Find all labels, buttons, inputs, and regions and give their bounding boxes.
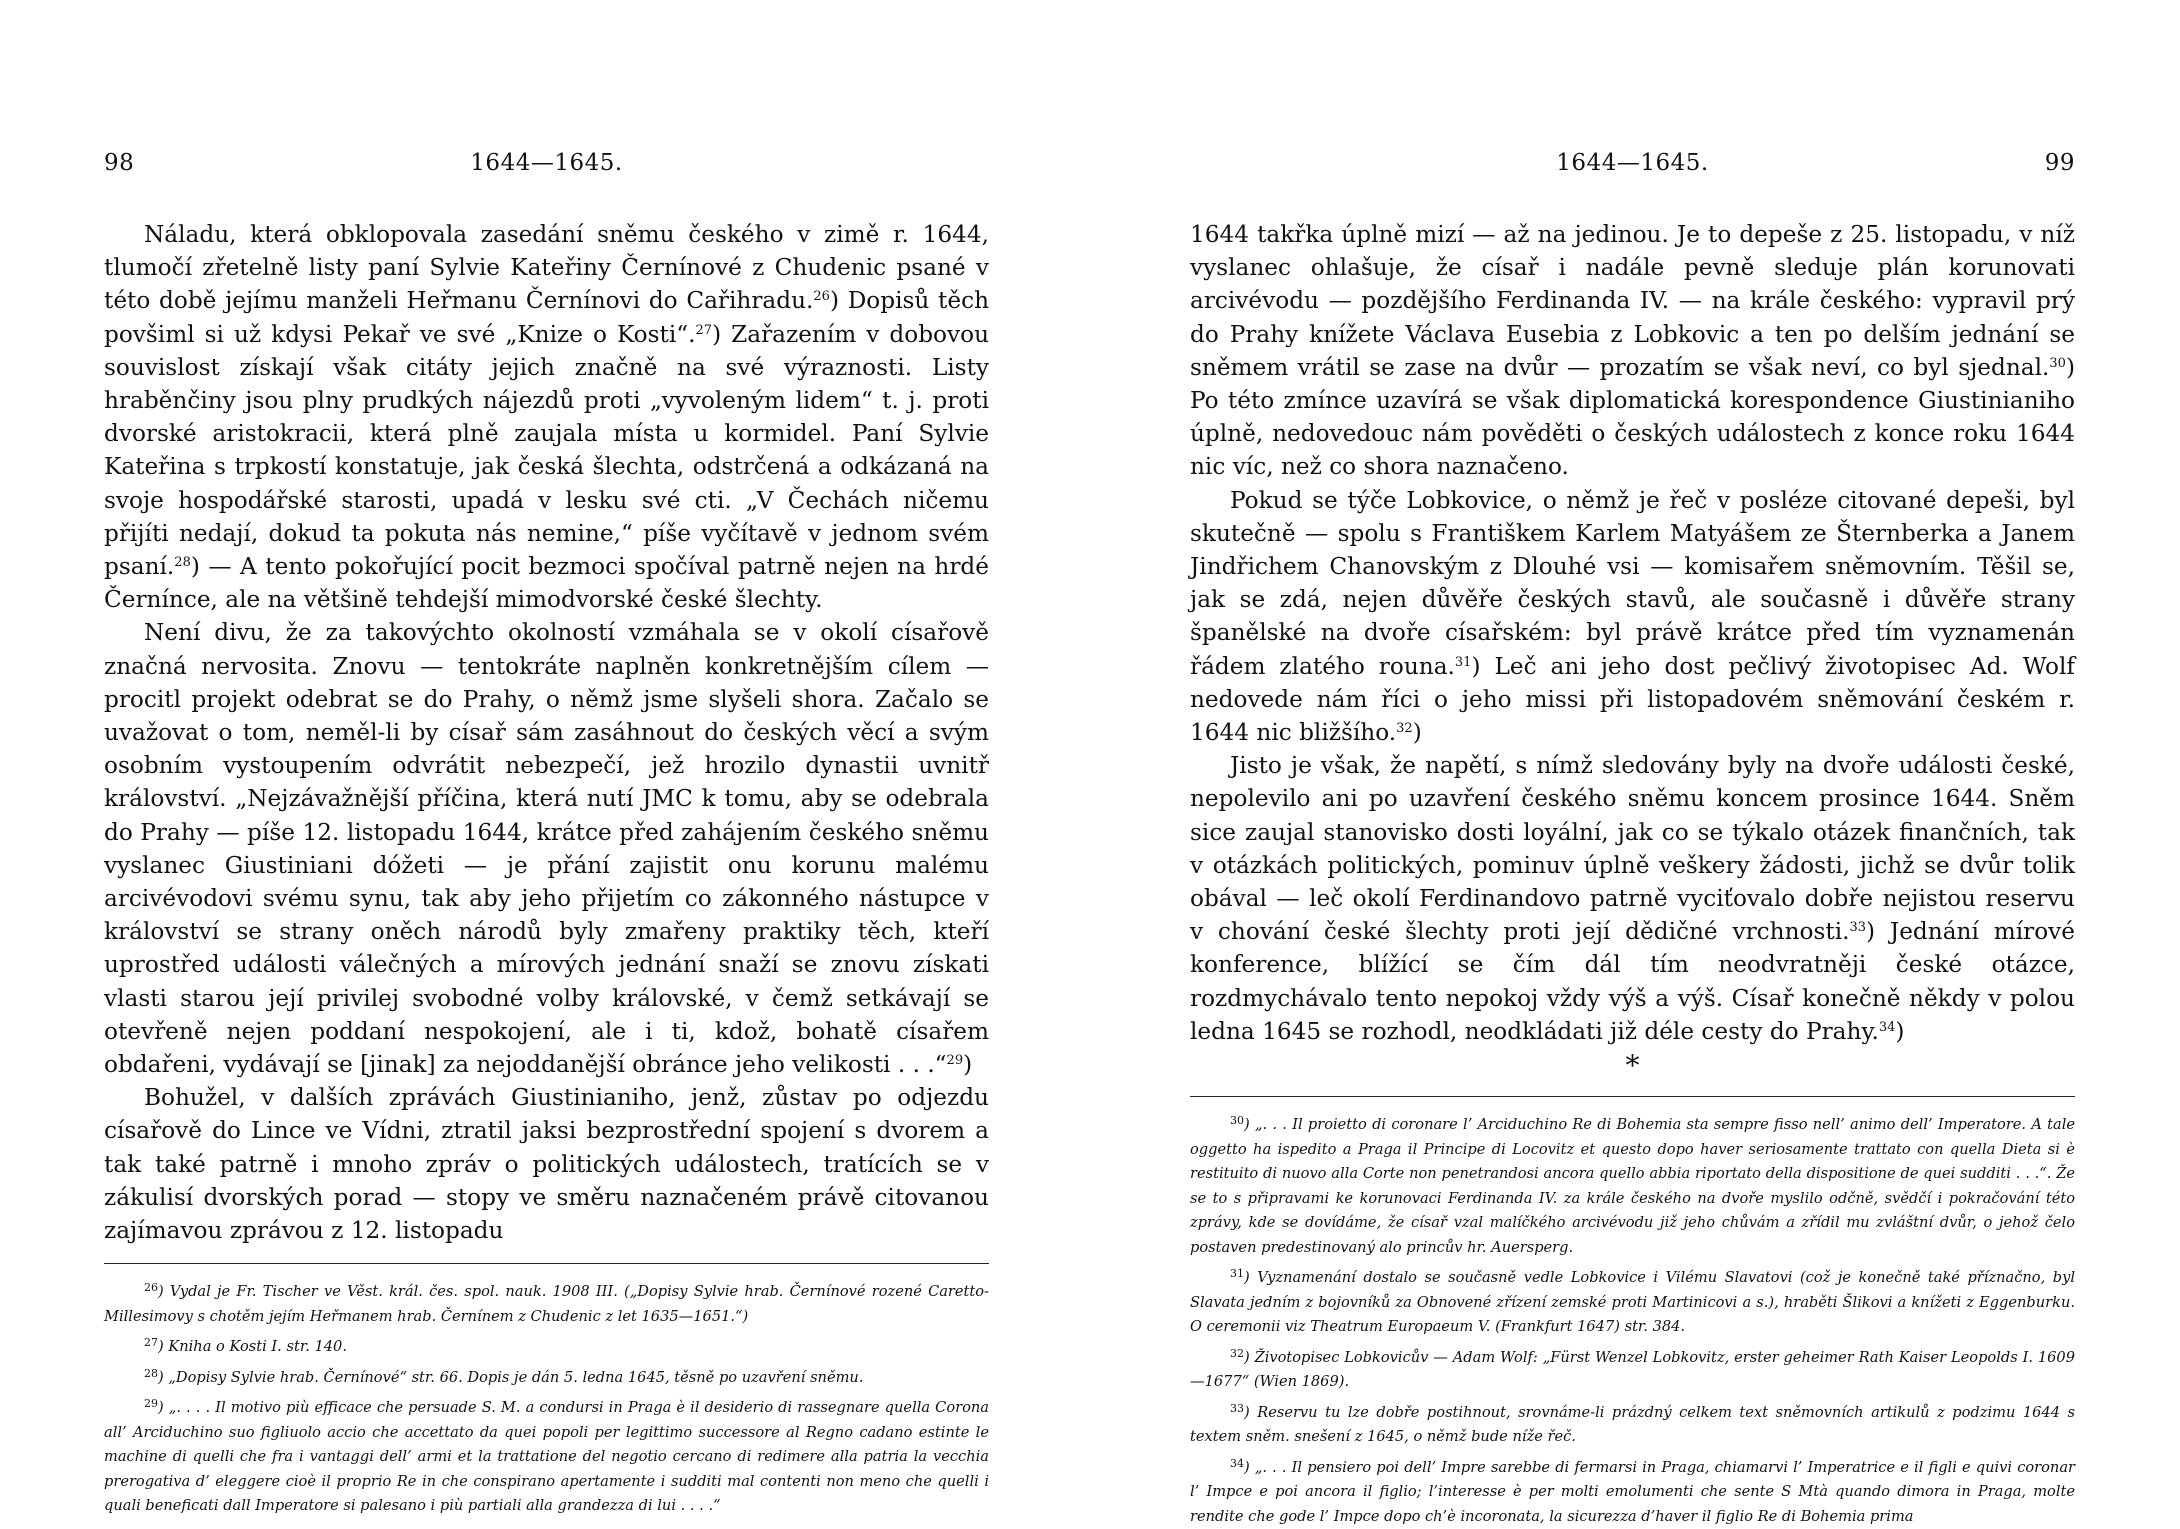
footnotes <box>1190 1109 2075 1529</box>
paragraph: 1644 takřka úplně mizí — až na jedinou. Je to depeše z 25. listopadu, v níž vyslanec ohlašuje, že císař i nadále pevně sleduje plán korunovati arcivévodu — pozdějšího Ferdinanda IV. — na krále českého: vypravil prý do Prahy knížete Václava Eusebia z Lobkovic a ten po delším jednání se sněmem vrátil se zase na dvůr — prozatím se však neví, co byl sjednal.$^{30}$) Po této zmínce uzavírá se však diplomatická korespondence Giustinianiho úplně, nedovedouc nám pověděti o českých událostech z konce roku 1644 nic víc, než co shora naznačeno. <box>1190 221 2075 481</box>
footnote: $^{32}$) Životopisec Lobkovicův — Adam Wolf: „Fürst Wenzel Lobkovitz, erster geheimer Rath Kaiser Leopolds I. 1609—1677“ (Wien 1869). <box>1190 1346 2075 1391</box>
right-page <box>1190 150 2075 1525</box>
page-number: 99 <box>2044 150 2075 176</box>
paragraph: Náladu, která obklopovala zasedání sněmu českého v zimě r. 1644, tlumočí zřetelně listy paní Sylvie Kateřiny Černínové z Chudenic psané v této době jejímu manželi Heřmanu Černínovi do Cařihradu.$^{26}$) Dopisů těch povšiml si už kdysi Pekař ve své „Knize o Kosti“.$^{27}$) Zařazením v dobovou souvislost získají však citáty jejich značně na své výraznosti. Listy hraběnčiny jsou plny prudkých nájezdů proti „vyvoleným lidem“ t. j. proti dvorské aristokracii, která plně zaujala místa u kormidel. Paní Sylvie Kateřina s trpkostí konstatuje, jak česká šlechta, odstrčená a odkázaná na svoje hospodářské starosti, upadá v lesku své cti. „V Čechách ničemu přijíti nedají, dokud ta pokuta nás nemine,“ píše vyčítavě v jednom svém psaní.$^{28}$) — A tento pokořující pocit bezmoci spočíval patrně nejen na hrdé Černínce, ale na většině tehdejší mimodvorské české šlechty. <box>104 221 990 614</box>
footnote-ref: 31 <box>1454 654 1472 670</box>
footnote-ref: 28 <box>174 555 191 571</box>
footnote: $^{28}$) „Dopisy Sylvie hrab. Černínové“ str. 66. Dopis je dán 5. ledna 1645, těsně po uzavření sněmu. <box>144 1366 864 1386</box>
footnote-divider <box>1190 1096 2075 1097</box>
body-text <box>104 218 989 1247</box>
footnote-ref: 33 <box>1849 920 1867 936</box>
footnote-ref: 32 <box>1396 721 1413 737</box>
paragraph: Pokud se týče Lobkovice, o němž je řeč v posléze citované depeši, byl skutečně — spolu s Františkem Karlem Matyášem ze Šternberka a Janem Jindřichem Chanovským z Dlouhé vsi — komisařem sněmovním. Těšil se, jak se zdá, nejen důvěře českých stavů, ale současně i důvěře strany španělské na dvoře císařském: byl právě krátce před tím vyznamenán řádem zlatého rouna.$^{31}$) Leč ani jeho dost pečlivý životopisec Ad. Wolf nedovede nám říci o jeho missi při listopadovém sněmování českém r. 1644 nic bližšího.$^{32}$) <box>1190 486 2075 747</box>
running-head: 1644—1645. <box>1556 150 1709 176</box>
body-text <box>1190 218 2075 1048</box>
footnote-ref: 30 <box>2049 355 2066 371</box>
paragraph: Jisto je však, že napětí, s nímž sledovány byly na dvoře události české, nepolevilo ani po uzavření českého sněmu koncem prosince 1644. Sněm sice zaujal stanovisko dosti loyální, jak co se týkalo otázek finančních, tak v otázkách politických, pominuv úplně veškery žádosti, jichž se dvůr tolik obával — leč okolí Ferdinandovo patrně vyciťovalo dobře nejistou reservu v chování české šlechty proti její dědičné vrchnosti.$^{33}$) Jednání mírové konference, blížící se čím dál tím neodvratněji české otázce, rozdmychávalo tento nepokoj vždy výš a výš. Císař konečně někdy v polou ledna 1645 se rozhodl, neodkládati již déle cesty do Prahy.$^{34}$) <box>1190 752 2075 1045</box>
footnote: $^{31}$) Vyznamenání dostalo se současně vedle Lobkovice i Vilému Slavatovi (což je konečně také příznačno, byl Slavata jedním z bojovníků za Obnovené zřízení zemské proti Martinicovi a s.), hraběti Šlikovi a knížeti z Eggenburku. O ceremonii viz Theatrum Europaeum V. (Frankfurt 1647) str. 384. <box>1190 1267 2075 1336</box>
footnote-ref: 29 <box>946 1053 964 1069</box>
footnote: $^{29}$) „. . . . Il motivo più efficace che persuade S. M. a condursi in Praga è il desiderio di rassegnare quella Corona all’ Arciduchino suo figliuolo accio che accettato da quei popoli per legittimo successore al Regno cadano estinte le machine di quelli che fra i vantaggi dell’ armi et la trattatione del negotio cercano di redimere alla patria la vecchia prerogativa d’ eleggere cioè il proprio Re in che conspirano apertamente i sudditi mal contenti non meno che quelli i quali beneficati dall Imperatore si palesano i più partiali alla grandezza di lui . . . .“ <box>104 1397 989 1515</box>
footnote-ref: 26 <box>813 289 830 305</box>
running-head: 1644—1645. <box>470 150 623 176</box>
right-page-header <box>1190 150 2075 190</box>
paragraph: Bohužel, v dalších zprávách Giustinianiho, jenž, zůstav po odjezdu císařově do Lince ve Vídni, ztratil jaksi bezprostřední spojení s dvorem a tak také patrně i mnoho zpráv o politických událostech, tratících se v zákulisí dvorských porad — stopy ve směru naznačeném právě citovanou zajímavou zprávou z 12. listopadu <box>104 1084 989 1245</box>
footnote-divider <box>104 1263 989 1264</box>
footnote: $^{34}$) „. . . Il pensiero poi dell’ Impre sarebbe di fermarsi in Praga, chiamarvi l’ Imperatrice e il figli e quivi coronar l’ Impce e poi ancora il figlio; l’interesse è per molti emolumenti che sente S Mtà quando dimora in Praga, molte rendite che gode l’ Impce dopo ch’è incoronata, la sicurezza d’haver il figlio Re di Bohemia prima <box>1190 1456 2075 1525</box>
footnote-ref: 27 <box>695 322 713 338</box>
left-page-header <box>104 150 989 190</box>
footnote: $^{26}$) Vydal je Fr. Tischer ve Věst. král. čes. spol. nauk. 1908 III. („Dopisy Sylvie hrab. Černínové rozené Caretto-Millesimovy s chotěm jejím Heřmanem hrab. Černínem z Chudenic z let 1635—1651.“) <box>104 1281 989 1325</box>
footnote: $^{33}$) Reservu tu lze dobře postihnout, srovnáme-li prázdný celkem text sněmovních artikulů z podzimu 1644 s textem sněm. snešení z 1645, o němž bude níže řeč. <box>1190 1401 2075 1446</box>
footnote: $^{30}$) „. . . Il proietto di coronare l’ Arciduchino Re di Bohemia sta sempre fisso nell’ animo dell’ Imperatore. A tale oggetto ha ispedito a Praga il Principe di Locovitz et questo dopo haver seriosamente trattato con quella Dieta si è restituito di nuovo alla Corte non penetrandosi ancora quello abbia riportato della dispositione de quei sudditi . . .“. Že se to s připravami ke korunovaci Ferdinanda IV. za krále českého na dvoře myslilo odčně, svědčí i pokračování této zprávy, kde se dovídáme, že císař vzal malíčkého arcivévodu již jeho chůvám a zřídil mu zvláštní dvůr, o jehož čelo postaven predestinovaný alo princův hr. Auersperg. <box>1190 1114 2075 1256</box>
footnotes <box>104 1276 989 1519</box>
section-asterisk: * <box>1625 1049 1640 1083</box>
paragraph: Není divu, že za takovýchto okolností vzmáhala se v okolí císařově značná nervosita. Znovu — tentokráte naplněn konkretnějším cílem — procitl projekt odebrat se do Prahy, o němž jsme slyšeli shora. Začalo se uvažovat o tom, neměl-li by císař sám zasáhnout do českých věcí a svým osobním vystoupením odvrátit nebezpečí, jež hrozilo dynastii uvnitř království. „Nejzávažnější příčina, která nutí JMC k tomu, aby se odebrala do Prahy — píše 12. listopadu 1644, krátce před zahájením českého sněmu vyslanec Giustiniani dóžeti — je přání zajistit onu korunu malému arcivévodovi svému synu, tak aby jeho přijetím co zákonného nástupce v království se strany oněch národů byly zmařeny praktiky těch, kteří uprostřed události válečných a mírových jednání snaží se znovu získati vlasti starou její privilej svobodné volby královské, v čemž setkávají se otevřeně nejen poddaní nespokojení, ale i ti, kdož, bohatě císařem obdařeni, vydávají se [jinak] za nejoddanější obránce jeho velikosti . . .“$^{29}$) <box>104 619 989 1079</box>
footnote: $^{27}$) Kniha o Kosti I. str. 140. <box>144 1336 347 1356</box>
page-number: 98 <box>104 150 135 176</box>
left-page <box>104 150 990 1515</box>
footnote-ref: 34 <box>1878 1019 1896 1035</box>
